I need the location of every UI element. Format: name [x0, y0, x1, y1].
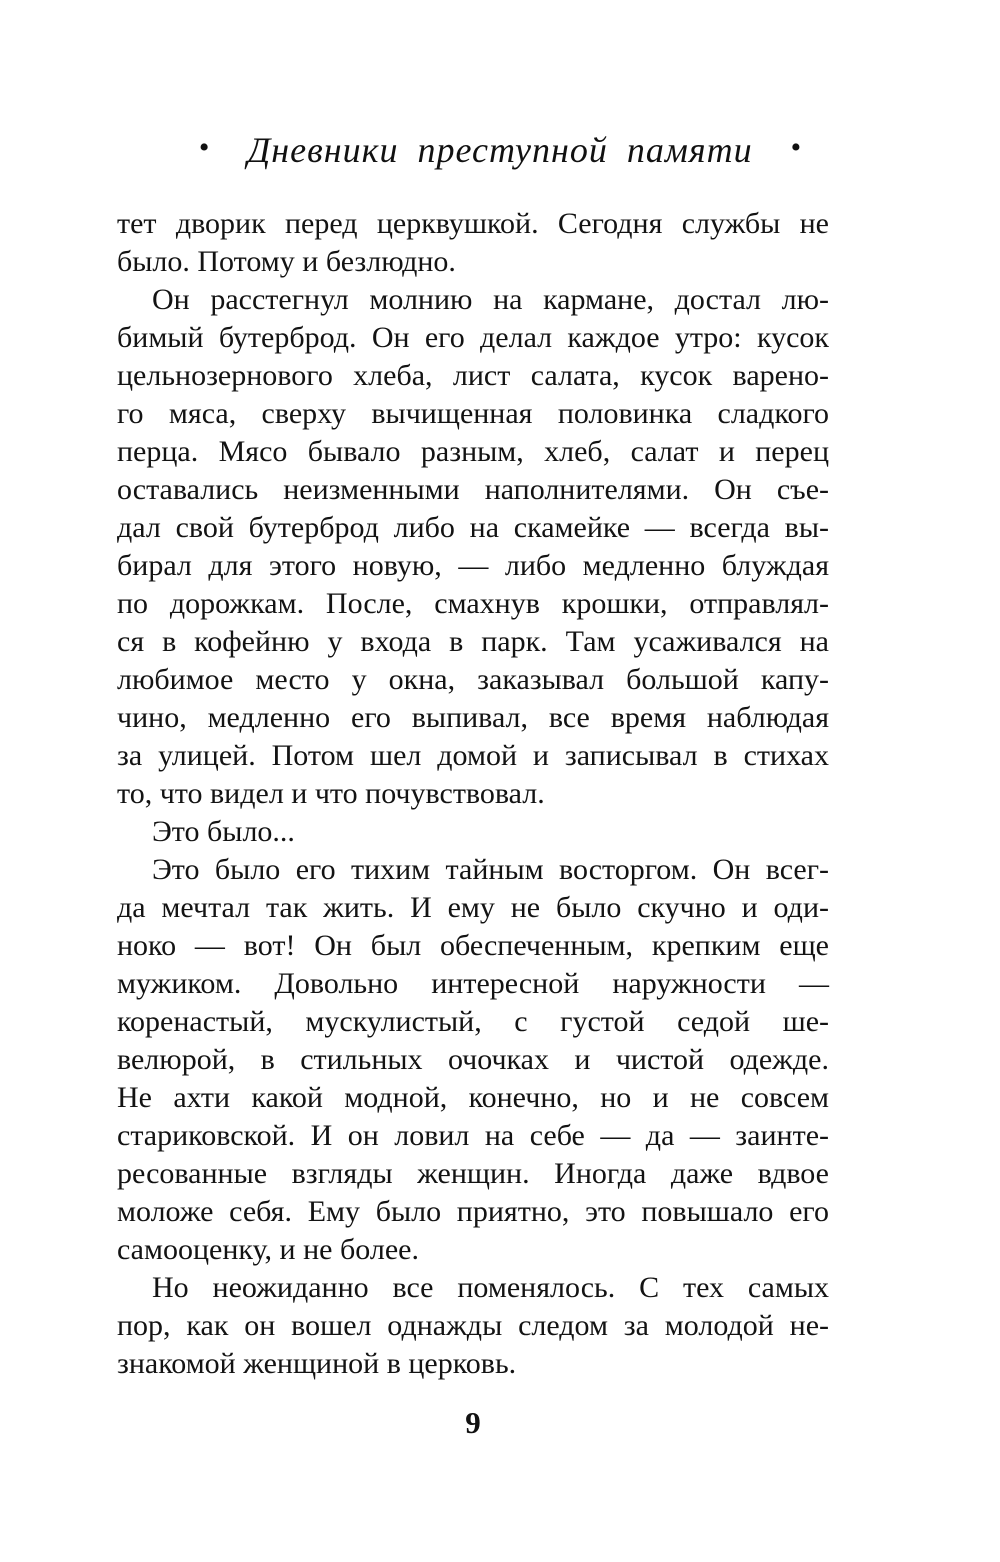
text-line: стариковской. И он ловил на себе — да — заинте- [117, 1119, 829, 1152]
text-line: коренастый, мускулистый, с густой седой ше- [117, 1005, 829, 1038]
text-line: за улицей. Потом шел домой и записывал в стихах [117, 739, 829, 772]
text-line: цельнозернового хлеба, лист салата, кусок варено- [117, 359, 829, 392]
text-line: Но неожиданно все поменялось. С тех самых [152, 1271, 829, 1304]
text-line: по дорожкам. После, смахнув крошки, отправлял- [117, 587, 829, 620]
paragraph [117, 1269, 829, 1383]
bullet-icon-right: • [790, 131, 802, 164]
text-line: да мечтал так жить. И ему не было скучно и оди- [117, 891, 829, 924]
text-line: пор, как он вошел однажды следом за молодой не- [117, 1309, 829, 1342]
chapter-header-title: Дневники преступной памяти [247, 130, 753, 170]
text-line: дал свой бутерброд либо на скамейке — всегда вы- [117, 511, 829, 544]
text-line: перца. Мясо бывало разным, хлеб, салат и перец [117, 435, 829, 468]
text-line: мужиком. Довольно интересной наружности — [117, 967, 829, 1000]
body-text [117, 205, 829, 1383]
running-header [0, 124, 1000, 176]
text-line: чино, медленно его выпивал, все время наблюдая [117, 701, 829, 734]
text-line: тет дворик перед церквушкой. Сегодня службы не [117, 207, 829, 240]
text-line: Не ахти какой модной, конечно, но и не совсем [117, 1081, 829, 1114]
bullet-icon-left: • [198, 131, 210, 164]
text-line: бимый бутерброд. Он его делал каждое утро: кусок [117, 321, 829, 354]
paragraph [117, 281, 829, 813]
paragraph [117, 851, 829, 1269]
text-line: ся в кофейню у входа в парк. Там усаживался на [117, 625, 829, 658]
text-line: Он расстегнул молнию на кармане, достал лю- [152, 283, 829, 316]
paragraph [117, 205, 829, 281]
text-line: велюрой, в стильных очочках и чистой одежде. [117, 1043, 829, 1076]
text-line: ресованные взгляды женщин. Иногда даже вдвое [117, 1157, 829, 1190]
text-line: оставались неизменными наполнителями. Он съе- [117, 473, 829, 506]
text-line: моложе себя. Ему было приятно, это повышало его [117, 1195, 829, 1228]
paragraph [117, 813, 829, 851]
text-line: Это было его тихим тайным восторгом. Он всег- [152, 853, 829, 886]
text-line: бирал для этого новую, — либо медленно блуждая [117, 549, 829, 582]
text-line: ноко — вот! Он был обеспеченным, крепким еще [117, 929, 829, 962]
text-line: то, что видел и что почувствовал. [117, 777, 545, 810]
text-line: го мяса, сверху вычищенная половинка сладкого [117, 397, 829, 430]
text-line: самооценку, и не более. [117, 1233, 419, 1266]
text-line: было. Потому и безлюдно. [117, 245, 456, 278]
page-number: 9 [465, 1405, 481, 1440]
text-line: знакомой женщиной в церковь. [117, 1347, 517, 1380]
text-line: Это было... [152, 815, 295, 848]
text-line: любимое место у окна, заказывал большой капу- [117, 663, 829, 696]
